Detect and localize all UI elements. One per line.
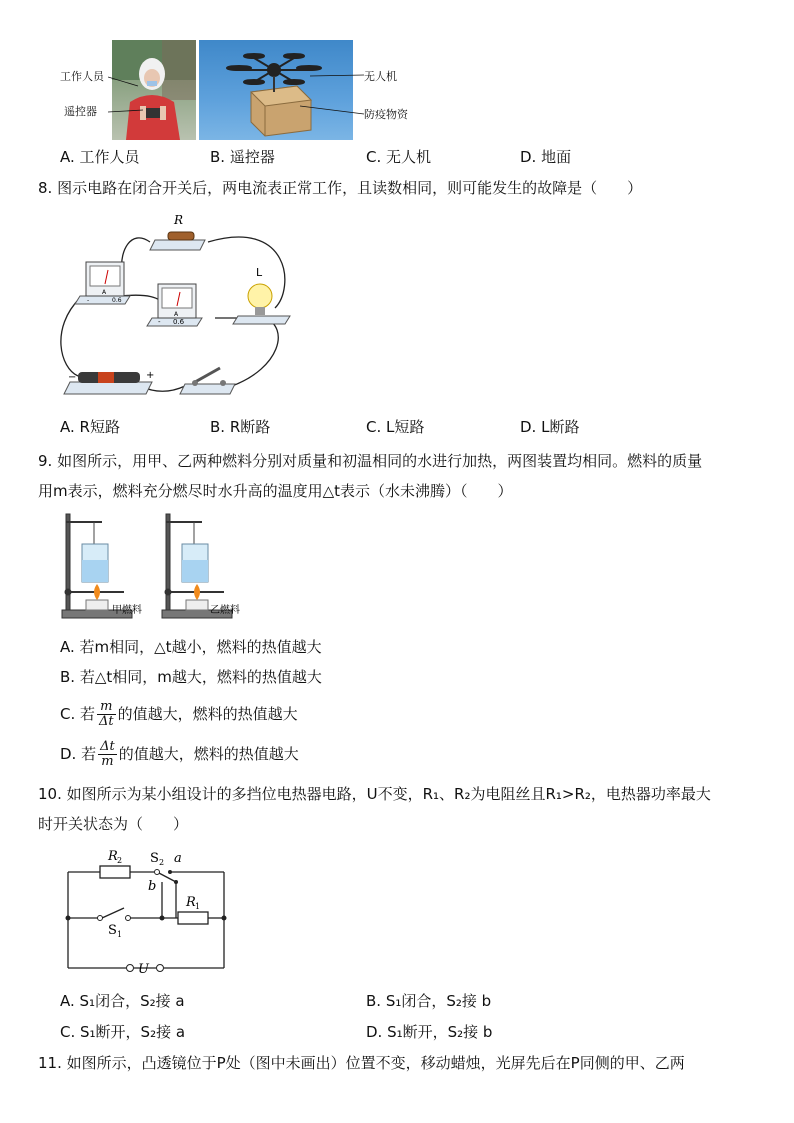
drone-leader-lines — [300, 70, 366, 120]
q9-option-a[interactable]: A. 若m相同，△t越小，燃料的热值越大 — [60, 638, 322, 656]
q7-option-b[interactable]: B. 遥控器 — [210, 148, 275, 166]
q10-option-a[interactable]: A. S₁闭合，S₂接 a — [60, 992, 185, 1010]
q9-option-c[interactable] — [60, 696, 298, 732]
q9-option-d-suffix: 的值越大，燃料的热值越大 — [118, 745, 299, 763]
ammeter1-scale: 0.6 — [112, 297, 122, 304]
q9-question-line1: 9. 如图所示，用甲、乙两种燃料分别对质量和初温相同的水进行加热，两图装置均相同。燃料的质量 — [38, 452, 703, 470]
s1-label: S — [108, 923, 117, 938]
s1-subscript: 1 — [117, 930, 123, 939]
q9-option-c-numerator: m — [97, 700, 116, 715]
contact-b-label: b — [148, 879, 157, 894]
battery-minus: − — [68, 372, 77, 383]
q8-option-c[interactable]: C. L短路 — [366, 418, 425, 436]
label-worker: 工作人员 — [60, 70, 104, 83]
r1-subscript: 1 — [195, 902, 201, 911]
q8-question: 8. 图示电路在闭合开关后，两电流表正常工作，且读数相同，则可能发生的故障是（ ） — [38, 179, 643, 197]
q9-option-c-denominator: Δt — [99, 714, 114, 729]
q9-option-d-prefix: D. 若 — [60, 745, 97, 763]
q10-option-d[interactable]: D. S₁断开，S₂接 b — [366, 1023, 493, 1041]
q9-option-b[interactable]: B. 若△t相同，m越大，燃料的热值越大 — [60, 668, 322, 686]
q9-option-d-fraction — [98, 740, 117, 769]
contact-a-label: a — [174, 851, 182, 866]
q8-option-d[interactable]: D. L断路 — [520, 418, 580, 436]
q10-question-line1: 10. 如图所示为某小组设计的多挡位电热器电路，U不变，R₁、R₂为电阻丝且R₁>R₂，电热器功率最大 — [38, 785, 711, 803]
fuel-b-label: 乙燃料 — [210, 605, 240, 616]
fuel-a-label: 甲燃料 — [112, 605, 142, 616]
worker-leader-lines — [108, 74, 168, 118]
q7-option-d[interactable]: D. 地面 — [520, 148, 572, 166]
q10-question-line2: 时开关状态为（ ） — [38, 815, 189, 833]
resistor-r-label: R — [174, 213, 184, 227]
q8-option-a[interactable]: A. R短路 — [60, 418, 120, 436]
q9-option-d-denominator: m — [101, 754, 114, 769]
q9-heating-figure — [58, 510, 258, 622]
s2-subscript: 2 — [159, 858, 165, 867]
ammeter2-scale: 0.6 — [173, 318, 185, 326]
q7-option-a[interactable]: A. 工作人员 — [60, 148, 140, 166]
q8-circuit-figure — [60, 208, 300, 400]
r2-subscript: 2 — [117, 856, 123, 865]
q8-option-b[interactable]: B. R断路 — [210, 418, 271, 436]
q9-option-d[interactable] — [60, 736, 299, 772]
q11-question-line1: 11. 如图所示，凸透镜位于P处（图中未画出）位置不变，移动蜡烛，光屏先后在P同侧的甲、乙两 — [38, 1054, 685, 1072]
r1-label: R — [186, 895, 196, 910]
q10-option-c[interactable]: C. S₁断开，S₂接 a — [60, 1023, 186, 1041]
q9-option-c-prefix: C. 若 — [60, 705, 96, 723]
lamp-l-label: L — [256, 266, 263, 279]
q7-option-c[interactable]: C. 无人机 — [366, 148, 432, 166]
s2-label: S — [150, 851, 159, 866]
ammeter1-minus: - — [87, 297, 90, 304]
q9-option-d-numerator: Δt — [100, 739, 115, 754]
q9-option-c-suffix: 的值越大，燃料的热值越大 — [117, 705, 298, 723]
q9-question-line2: 用m表示，燃料充分燃尽时水升高的温度用△t表示（水未沸腾）（ ） — [38, 482, 513, 500]
label-drone: 无人机 — [364, 70, 397, 83]
ammeter1-letter: A — [102, 289, 107, 296]
q10-option-b[interactable]: B. S₁闭合，S₂接 b — [366, 992, 492, 1010]
battery-plus: + — [146, 370, 155, 381]
ammeter2-letter: A — [174, 311, 179, 318]
label-remote: 遥控器 — [64, 105, 97, 118]
voltage-u-label: U — [138, 962, 149, 976]
q10-circuit-figure — [58, 846, 238, 976]
q9-option-c-fraction — [97, 700, 116, 729]
r2-label: R — [108, 849, 118, 864]
ammeter2-minus: - — [158, 318, 161, 326]
label-cargo: 防疫物资 — [364, 108, 408, 121]
